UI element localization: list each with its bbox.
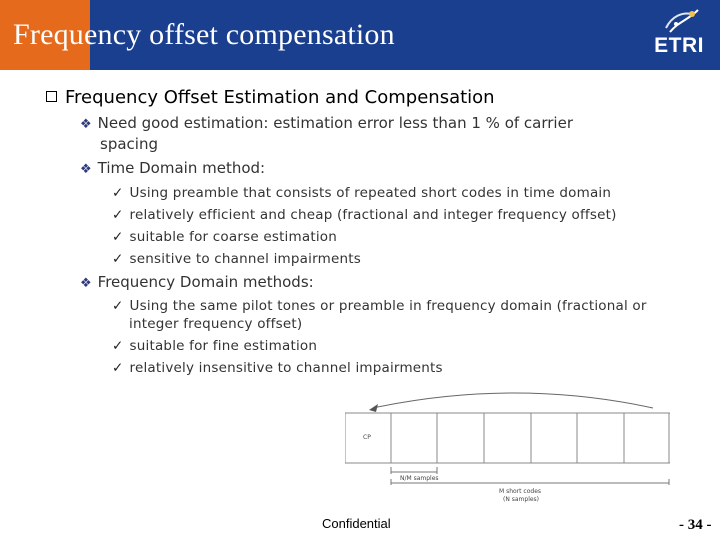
arrow-head-icon <box>369 404 378 412</box>
sub-item <box>112 298 647 314</box>
etri-logo <box>610 0 720 70</box>
bullet-item <box>80 159 265 177</box>
n-samples-label: (N samples) <box>503 496 540 503</box>
logo-swirl-icon <box>662 6 702 36</box>
square-bullet-icon <box>46 91 57 102</box>
nm-samples-label: N/M samples <box>400 475 439 482</box>
sub-item <box>112 360 443 376</box>
logo-text: ETRI <box>654 34 704 57</box>
sub-item <box>112 251 361 267</box>
cp-label: CP <box>363 434 371 441</box>
sub-item <box>112 229 337 245</box>
check-icon: ✓ <box>112 229 124 245</box>
diamond-bullet-icon: ❖ <box>80 276 92 291</box>
bullet-text: Frequency Domain methods: <box>97 273 314 291</box>
bullet-item <box>80 114 573 132</box>
sub-item-text: sensitive to channel impairments <box>129 251 361 267</box>
check-icon: ✓ <box>112 251 124 267</box>
bullet-text: Time Domain method: <box>97 159 266 177</box>
confidential-label: Confidential <box>322 516 391 531</box>
title-bar <box>0 0 720 70</box>
check-icon: ✓ <box>112 338 124 354</box>
check-icon: ✓ <box>112 185 124 201</box>
preamble-diagram <box>345 388 670 518</box>
preamble-diagram-svg <box>345 388 670 518</box>
diamond-bullet-icon: ❖ <box>80 162 92 177</box>
bullet-item <box>80 273 314 291</box>
slide-title: Frequency offset compensation <box>13 18 395 51</box>
sub-item-text: Using preamble that consists of repeated short codes in time domain <box>129 185 612 201</box>
bullet-continuation: spacing <box>100 135 158 153</box>
sub-item-continuation: integer frequency offset) <box>129 316 303 332</box>
m-codes-label: M short codes <box>499 488 542 495</box>
bullet-text: Need good estimation: estimation error less than 1 % of carrier <box>97 114 573 132</box>
cyclic-arc <box>373 393 653 408</box>
heading-text: Frequency Offset Estimation and Compensation <box>65 87 495 108</box>
sub-item <box>112 207 617 223</box>
check-icon: ✓ <box>112 360 124 376</box>
sub-item <box>112 338 317 354</box>
check-icon: ✓ <box>112 207 124 223</box>
sub-item-text: suitable for coarse estimation <box>129 229 337 245</box>
page-number: - 34 - <box>679 517 712 533</box>
sub-item-text: suitable for fine estimation <box>129 338 318 354</box>
section-heading <box>46 87 495 108</box>
check-icon: ✓ <box>112 298 124 314</box>
sub-item <box>112 185 611 201</box>
sub-item-text: Using the same pilot tones or preamble in frequency domain (fractional or <box>129 298 647 314</box>
sub-item-text: relatively insensitive to channel impairments <box>129 360 443 376</box>
diamond-bullet-icon: ❖ <box>80 117 92 132</box>
sub-item-text: relatively efficient and cheap (fractional and integer frequency offset) <box>129 207 617 223</box>
